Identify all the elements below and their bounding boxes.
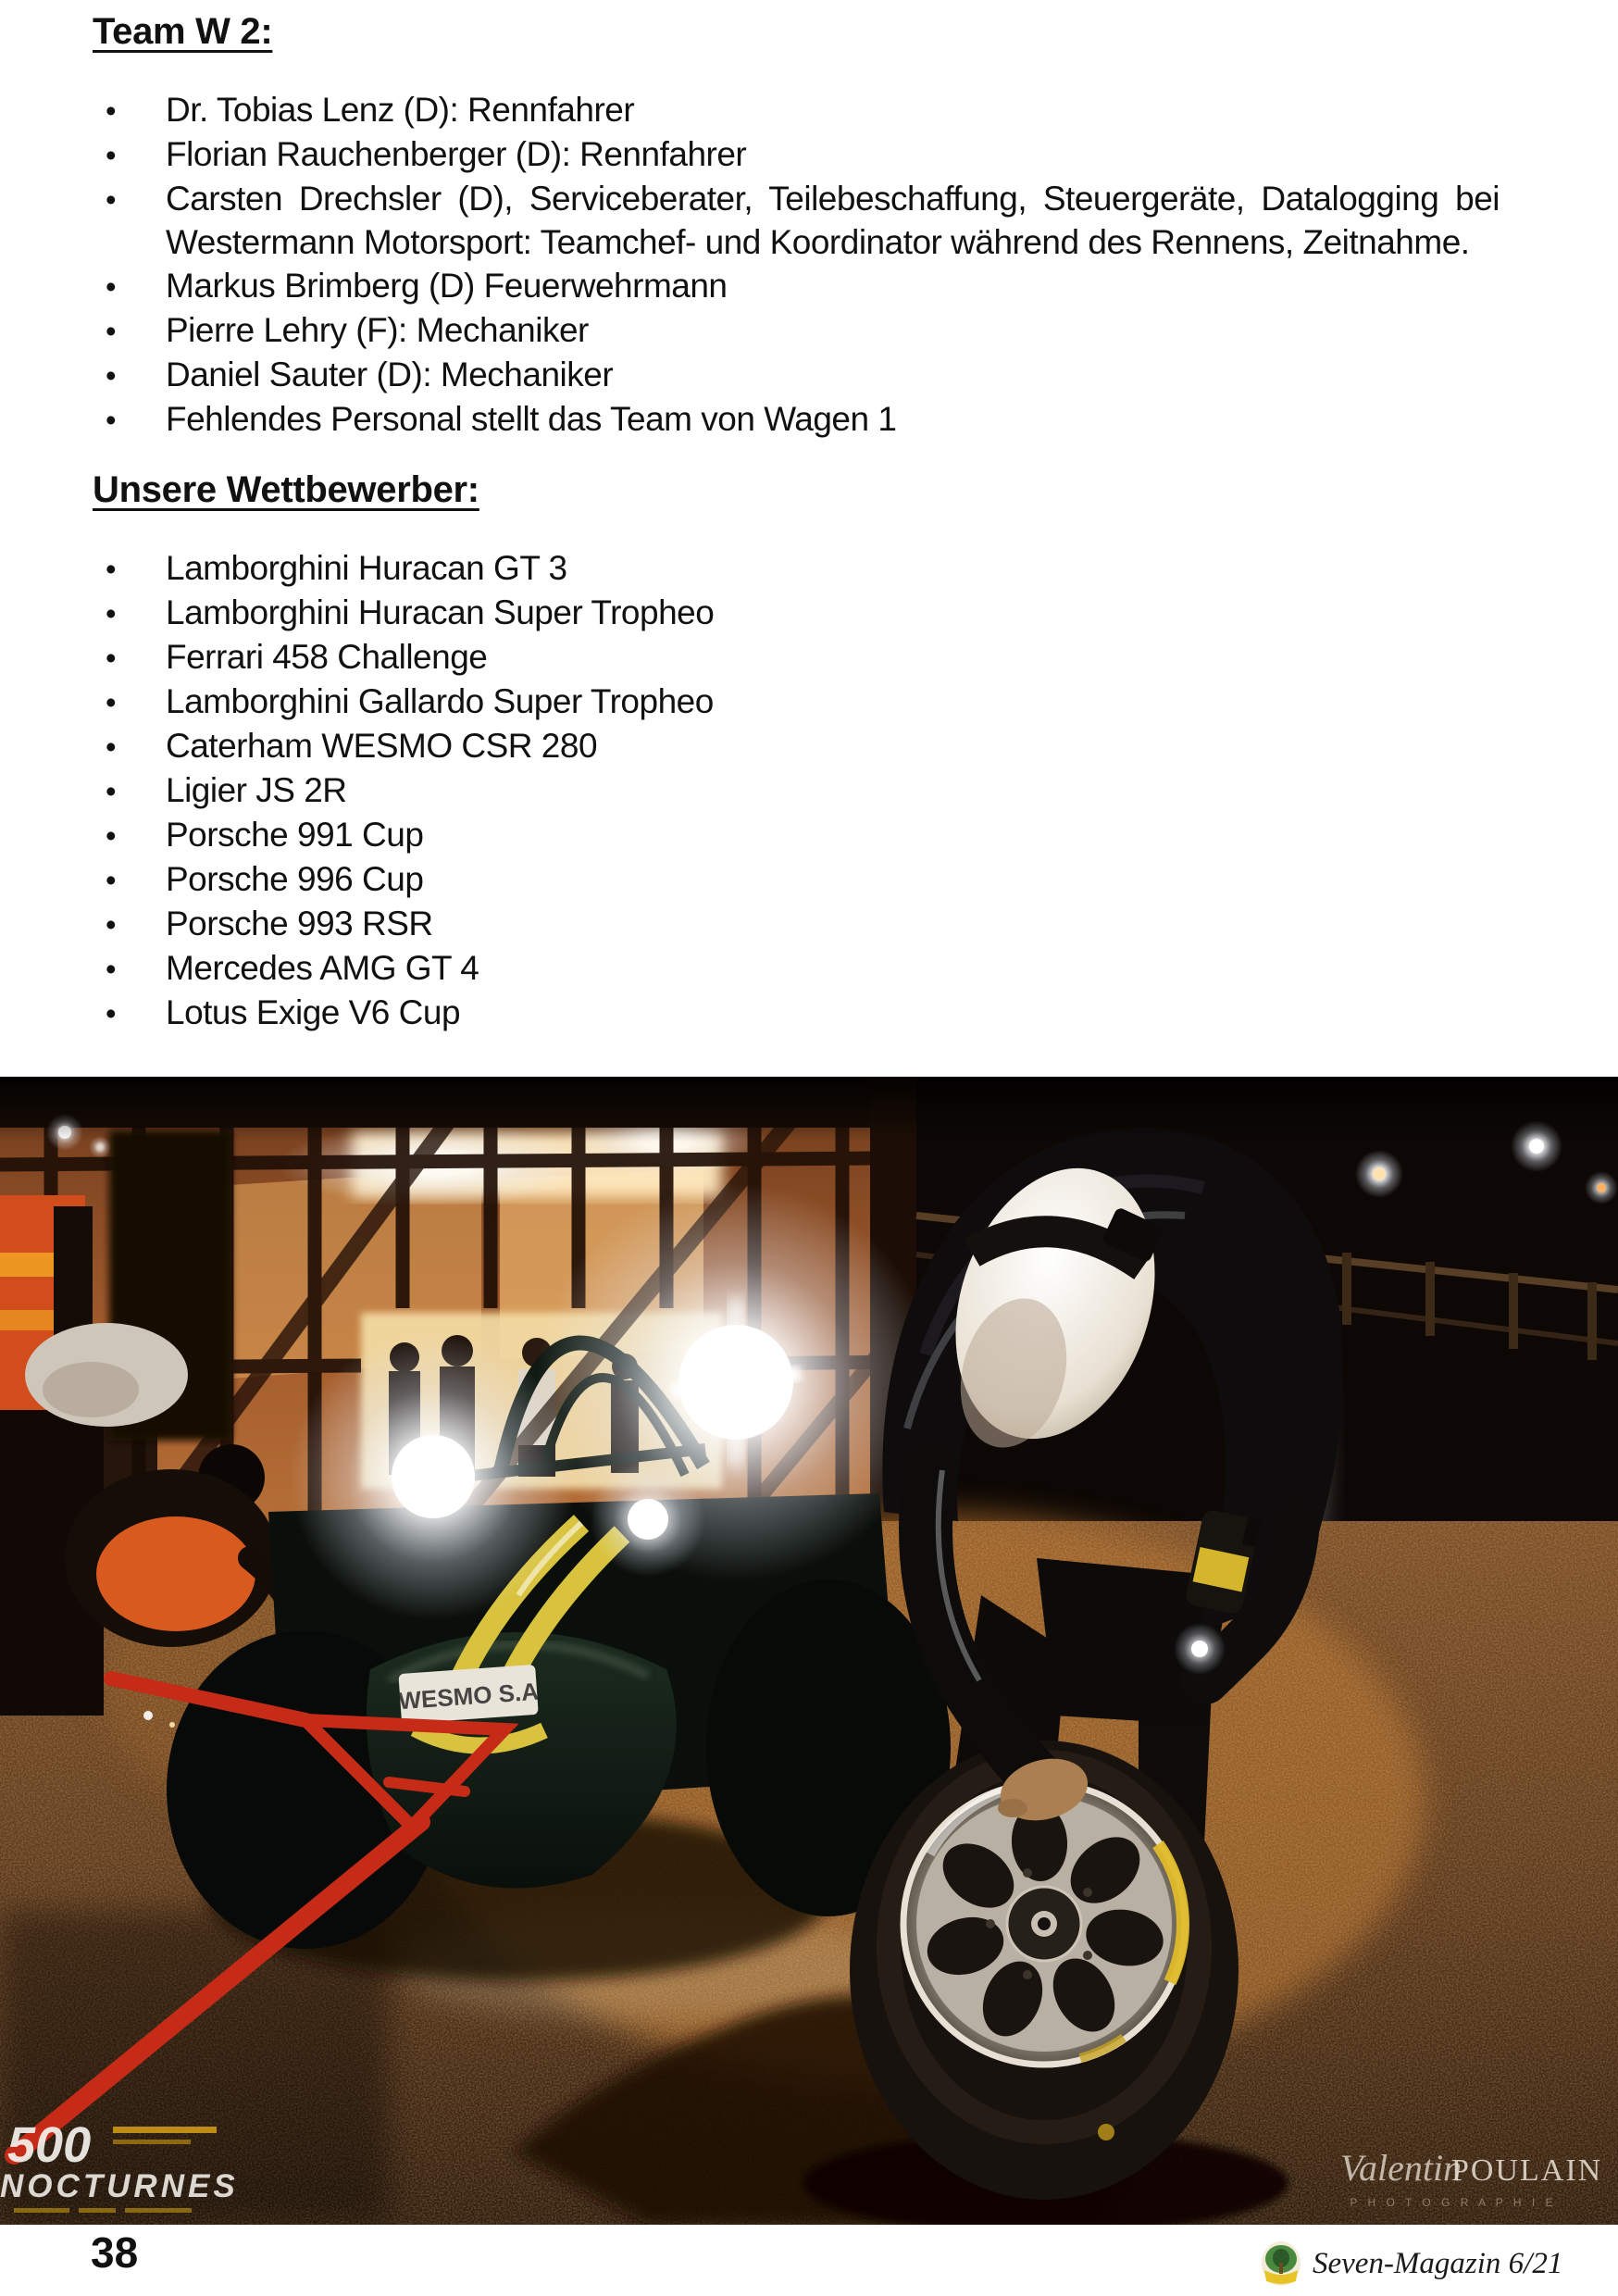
bullet-icon bbox=[93, 813, 166, 857]
bullet-icon bbox=[93, 132, 166, 177]
svg-text:WESMO S.A: WESMO S.A bbox=[397, 1677, 540, 1716]
list-item: • Pierre Lehry (F): Mechaniker bbox=[93, 308, 1500, 353]
team-list bbox=[93, 88, 1500, 442]
bullet-icon bbox=[93, 680, 166, 724]
list-item: • Dr. Tobias Lenz (D): Rennfahrer bbox=[93, 88, 1500, 132]
magazine-footer bbox=[1261, 2240, 1562, 2287]
list-item: • Porsche 993 RSR bbox=[93, 902, 1500, 946]
bullet-icon bbox=[93, 902, 166, 946]
competitors-list bbox=[93, 546, 1500, 1035]
list-item: • Caterham WESMO CSR 280 bbox=[93, 724, 1500, 768]
svg-text:NOCTURNES: NOCTURNES bbox=[0, 2168, 239, 2204]
bullet-icon bbox=[93, 635, 166, 680]
bullet-icon bbox=[93, 264, 166, 308]
page-number: 38 bbox=[91, 2228, 139, 2277]
list-item: • Porsche 991 Cup bbox=[93, 813, 1500, 857]
bullet-icon bbox=[93, 991, 166, 1035]
list-item: • Porsche 996 Cup bbox=[93, 857, 1500, 902]
bullet-icon bbox=[93, 546, 166, 591]
bullet-icon bbox=[93, 177, 166, 264]
bullet-icon bbox=[93, 724, 166, 768]
svg-text:500: 500 bbox=[7, 2117, 92, 2173]
list-item: • Ferrari 458 Challenge bbox=[93, 635, 1500, 680]
bullet-icon bbox=[93, 88, 166, 132]
list-item: • Ligier JS 2R bbox=[93, 768, 1500, 813]
list-item: • Carsten Drechsler (D), Serviceberater, Teilebeschaffung, Steuergeräte, Datalogging bei Westermann Motorsport: Teamchef- und Koordinator während des Rennens, Zeitnahme. bbox=[93, 177, 1500, 264]
magazine-logo-icon bbox=[1261, 2240, 1301, 2287]
top-vignette bbox=[0, 1077, 1618, 1142]
list-item: • Mercedes AMG GT 4 bbox=[93, 946, 1500, 991]
list-item: • Fehlendes Personal stellt das Team von Wagen 1 bbox=[93, 397, 1500, 442]
bullet-icon bbox=[93, 946, 166, 991]
bullet-icon bbox=[93, 308, 166, 353]
list-item: • Lamborghini Huracan GT 3 bbox=[93, 546, 1500, 591]
standing-marshal bbox=[0, 1195, 104, 1716]
list-item: • Lamborghini Gallardo Super Tropheo bbox=[93, 680, 1500, 724]
nose-plate bbox=[397, 1665, 541, 1724]
competitors-heading: Unsere Wettbewerber: bbox=[93, 469, 479, 510]
svg-text:P H O T O G R A P H I E: P H O T O G R A P H I E bbox=[1350, 2196, 1557, 2209]
list-item: • Lotus Exige V6 Cup bbox=[93, 991, 1500, 1035]
page-content bbox=[93, 11, 1500, 1035]
bullet-icon bbox=[93, 768, 166, 813]
watermark-underline-dashes bbox=[14, 2208, 192, 2213]
pit-stop-photo bbox=[0, 1077, 1618, 2225]
bullet-icon bbox=[93, 857, 166, 902]
svg-text:Valentin: Valentin bbox=[1340, 2147, 1462, 2189]
magazine-title: Seven-Magazin 6/21 bbox=[1313, 2246, 1563, 2280]
bullet-icon bbox=[93, 591, 166, 635]
list-item: • Florian Rauchenberger (D): Rennfahrer bbox=[93, 132, 1500, 177]
svg-text:POULAIN: POULAIN bbox=[1451, 2153, 1603, 2188]
bullet-icon bbox=[93, 353, 166, 397]
list-item: • Daniel Sauter (D): Mechaniker bbox=[93, 353, 1500, 397]
team-heading: Team W 2: bbox=[93, 11, 273, 52]
list-item: • Markus Brimberg (D) Feuerwehrmann bbox=[93, 264, 1500, 308]
bullet-icon bbox=[93, 397, 166, 442]
list-item: • Lamborghini Huracan Super Tropheo bbox=[93, 591, 1500, 635]
